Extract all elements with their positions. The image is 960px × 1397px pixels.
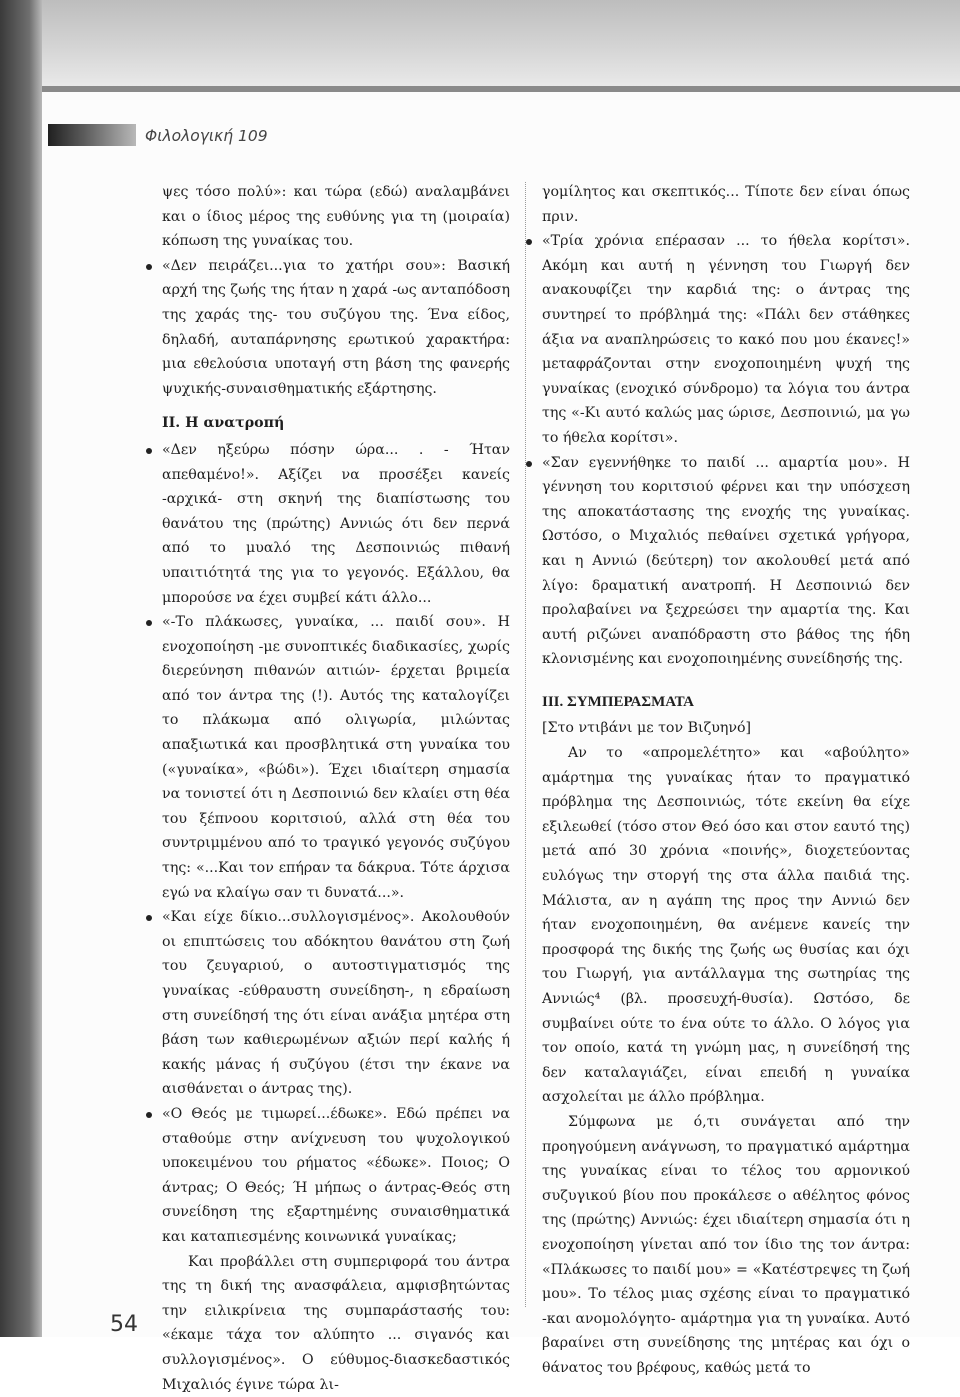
bullet-paragraph: «-Το πλάκωσες, γυναίκα, ... παιδί σου». Η ενοχοποίηση -με συνοπτικές διαδικασίες, χωρίς διερεύνηση πιθανών αιτιών- έρχεται βριμεία από τον άντρα της (!). Αυτός της καταλογίζει το πλάκωμα από ολιγωρία, μιλώντας απαξιωτικά και προσβλητικά στη γυναίκα του («γυναίκα», «βώδι»). Έχει ιδιαίτερη σημασία να τονιστεί ότι η Δεσποινιώ δεν κλαίει στη θέα του ξέπνοου κοριτσιού, αλλά στη θέα του συντριμμένου από το τραγικό γεγονός συζύγου της: «...Και τον επήραν τα δάκρυα. Τότε άρχισα εγώ να κλαίγω σαν τι δυνατά...». [162, 610, 510, 905]
header-gradient-bar [48, 124, 136, 146]
bullet-paragraph: «Τρία χρόνια επέρασαν ... το ήθελα κορίτσι». Ακόμη και αυτή η γέννηση του Γιωργή δεν ανακουφίζει την καρδιά της: ο άντρας της συντηρεί το πρόβλημά της: «Πάλι δεν στάθηκες άξια να αναπληρώσεις το κακό που μου έκανες!» μεταφράζονται στην ενοχοποιημένη ψυχή της γυναίκας (ενοχικό σύνδρομο) τα λόγια του άντρα της «-Κι αυτό καλώς μας ώρισε, Δεσποινιώ, μα γω το ήθελα κορίτσι». [542, 229, 910, 450]
bullet-paragraph: «Δεν ηξεύρω πόσην ώρα... . - Ήταν απεθαμένο!». Αξίζει να προσέξει κανείς -αρχικά- στη σκηνή της διαπίστωσης του θανάτου της (πρώτης) Αννιώς ότι δεν περνά από το μυαλό της Δεσποινιώς πιθανή υπαιτιότητά της για το γεγονός. Εξάλλου, θα μπορούσε να έχει συμβεί κάτι άλλο... [162, 438, 510, 610]
paragraph: γομίλητος και σκεπτικός... Τίποτε δεν είναι όπως πριν. [542, 184, 910, 225]
bullet-paragraph: «Και είχε δίκιο...συλλογισμένος». Ακολουθούν οι επιπτώσεις του αδόκητου θανάτου στη ζωή του ζευγαριού, ο αυτοστιγματισμός της γυναίκας -εύθραυστη συνείδηση-, η εδραίωση στη συνείδησή της ότι είναι ανάξια μητέρα στη βάση των καθιερωμένων αξιών περί καλής ή κακής μάνας ή συζύγου (έτσι την έκανε να αισθάνεται ο άντρας της). [162, 905, 510, 1102]
section-heading: ΙΙΙ. ΣΥΜΠΕΡΑΣΜΑΤΑ [542, 693, 694, 710]
subheading: [Στο ντιβάνι με τον Βιζυηνό] [542, 720, 752, 737]
running-header: Φιλολογική 109 [145, 127, 268, 145]
scan-shadow-left [0, 0, 42, 1337]
column-divider [525, 182, 526, 1307]
paragraph: Και προβάλλει στη συμπεριφορά του άντρα της τη δική της ανασφάλεια, αμφισβητώντας την ειλικρίνεια της συμπαράστασής του: «έκαμε τάχα τον αλύπητο ... σιγανός και συλλογισμένος». Ο εύθυμος-διασκεδαστικός Μιχαλιός έγινε τώρα λι- [162, 1253, 510, 1393]
right-column [542, 180, 910, 1381]
scan-shadow-top [0, 0, 960, 92]
page-number: 54 [110, 1312, 138, 1337]
bullet-paragraph: «Δεν πειράζει...για το χατήρι σου»: Βασική αρχή της ζωής της ήταν η χαρά -ως ανταπόδοση της χαράς της- του συζύγου της. Ένα είδος, δηλαδή, αυταπάρνησης ερωτικού χαρακτήρα: μια εθελούσια υποταγή στη βάση της φανερής ψυχικής-συναισθηματικής εξάρτησης. [162, 254, 510, 402]
bullet-paragraph: «Σαν εγεννήθηκε το παιδί ... αμαρτία μου». Η γέννηση του κοριτσιού φέρνει και την υπόσχεση της αποκατάστασης της ενοχής της γυναίκας. Ωστόσο, ο Μιχαλιός πεθαίνει σχετικά γρήγορα, και η Αννιώ (δεύτερη) τον ακολουθεί μετά από λίγο: δραματική ανατροπή. Η Δεσποινιώ δεν προλαβαίνει να ξεχρεώσει την αμαρτία της. Και αυτή ριζώνει αναπόδραστη στο βάθος της ήδη κλονισμένης και ενοχοποιημένης συνείδησής της. [542, 451, 910, 672]
left-column [162, 180, 510, 1397]
bullet-paragraph: «Ο Θεός με τιμωρεί...έδωκε». Εδώ πρέπει να σταθούμε στην ανίχνευση του ψυχολογικού υποκειμένου του ρήματος «έδωκε». Ποιος; Ο άντρας; Ο Θεός; Ή μήπως ο άντρας-Θεός στη συνείδηση της εξαρτημένης συναισθηματικά και καταπιεσμένης κοινωνικά γυναίκας; [162, 1102, 510, 1250]
paragraph: ψες τόσο πολύ»: και τώρα (εδώ) αναλαμβάνει και ο ίδιος μέρος της ευθύνης για τη (μοιραία) κόπωση της γυναίκας του. [162, 184, 510, 250]
paragraph: Σύμφωνα με ό,τι συνάγεται από την προηγούμενη ανάγνωση, το πραγματικό αμάρτημα της γυναίκας είναι το τέλος του αρμονικού συζυγικού βίου που προκάλεσε ο αθέλητος φόνος της (πρώτης) Αννιώς: έχει ιδιαίτερη σημασία ότι η ενοχοποίηση γίνεται από τον ίδιο της τον άντρα: «Πλάκωσες το παιδί μου» = «Κατέστρεψες τη ζωή μου». Το τέλος μιας σχέσης είναι το πραγματικό -και ανομολόγητο- αμάρτημα για τη γυναίκα. Αυτό βαραίνει στη συνείδησης της μητέρας και όχι ο θάνατος του βρέφους, καθώς μετά το [542, 1113, 910, 1376]
section-heading: ΙΙ. Η ανατροπή [162, 415, 285, 432]
paragraph: Αν το «απρομελέτητο» και «αβούλητο» αμάρτημα της γυναίκας ήταν το πραγματικό πρόβλημα της Δεσποινιώς, τότε εκείνη θα είχε εξιλεωθεί (τόσο στον Θεό όσο και στον εαυτό της) μετά από 30 χρόνια «ποινής», διοχετεύοντας ευλόγως την στοργή της στα άλλα παιδιά της. Μάλιστα, αν η αγάπη της προς την Αννιώ δεν ήταν ενοχοποιημένη, θα ανέμενε κανείς την προσφορά της δικής της ζωής ως θυσίας και όχι του Γιωργή, για αντάλλαγμα της σωτηρίας της Αννιώς⁴ (βλ. προσευχή-θυσία). Ωστόσο, δε συμβαίνει ούτε το ένα ούτε το άλλο. Ο λόγος για τον οποίο, κατά τη γνώμη μας, η συνείδησή της δεν καταλαγιάζει, είναι επειδή η γυναίκα ασχολείται με άλλο πρόβλημα. [542, 745, 910, 1106]
